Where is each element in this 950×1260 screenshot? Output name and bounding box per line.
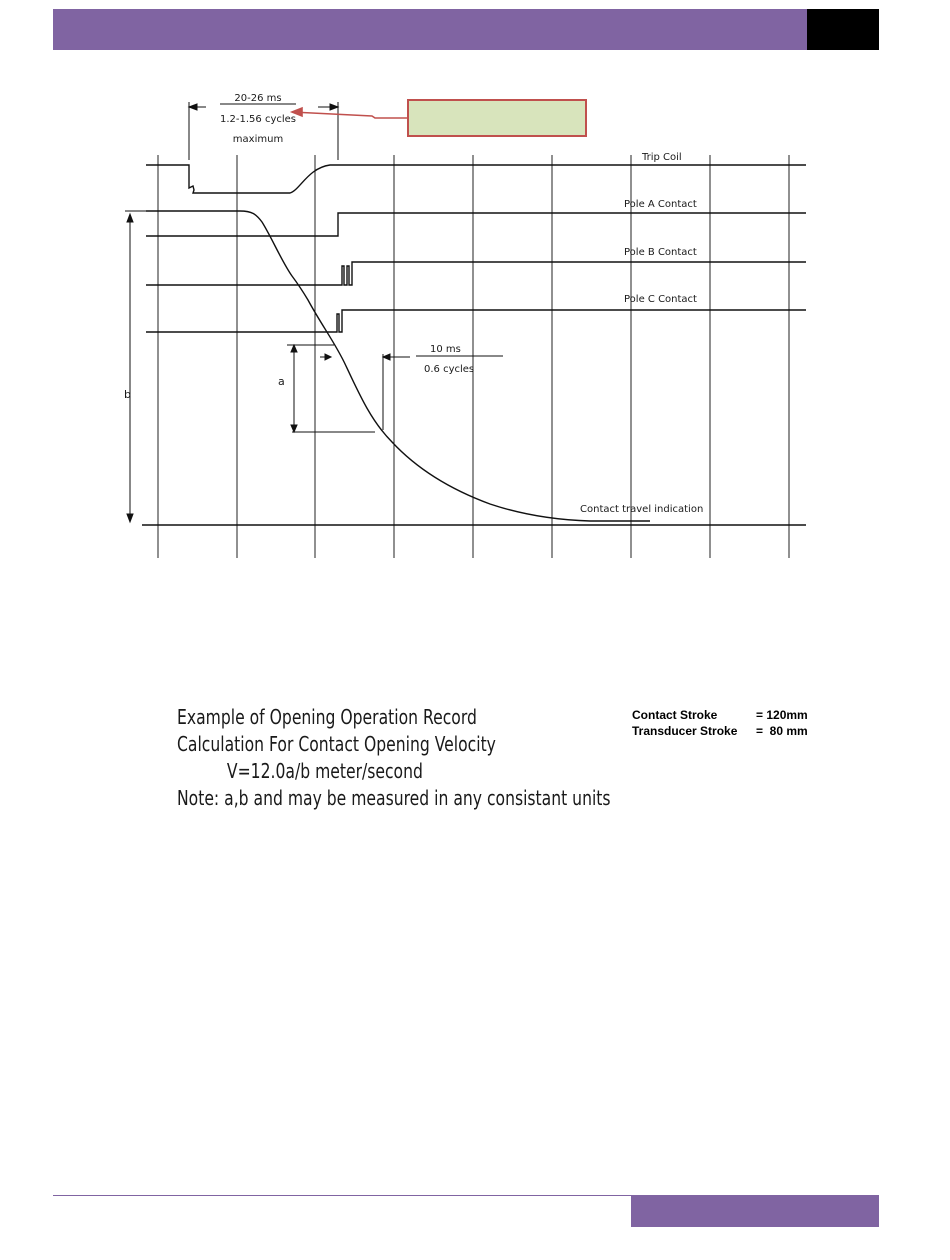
timing-mid-line1: 10 ms (430, 344, 461, 355)
caption-block (177, 704, 611, 812)
spec-row (632, 707, 832, 723)
timing-top-line3: maximum (232, 134, 284, 145)
trace-label-pole-b: Pole B Contact (624, 247, 697, 258)
pole-b-trace (146, 262, 806, 285)
trip-coil-trace (146, 165, 806, 193)
trace-label-pole-c: Pole C Contact (624, 294, 697, 305)
caption-calculation: Calculation For Contact Opening Velocity (177, 732, 496, 756)
caption-formula: V=12.0a/b meter/second (226, 759, 423, 783)
spec-value: = 120mm (756, 708, 808, 722)
pole-a-trace (146, 213, 806, 236)
footer-bar (631, 1196, 879, 1227)
timing-top-line2: 1.2-1.56 cycles (219, 114, 297, 125)
dimension-b-arrow-bottom (127, 514, 133, 522)
timing-mid-line2: 0.6 cycles (424, 364, 475, 375)
trace-label-pole-a: Pole A Contact (624, 199, 697, 210)
callout-arrow (292, 112, 407, 118)
contact-travel-trace (146, 211, 650, 521)
callout-box (407, 99, 587, 137)
spec-label: Contact Stroke (632, 708, 718, 722)
caption-note: Note: a,b and may be measured in any consistant units (177, 786, 611, 810)
pole-c-trace (146, 310, 806, 332)
trace-label-travel: Contact travel indication (580, 504, 704, 515)
caption-title: Example of Opening Operation Record (177, 705, 477, 729)
spec-value: = 80 mm (756, 724, 808, 738)
trace-label-trip-coil: Trip Coil (642, 152, 682, 163)
spec-label: Transducer Stroke (632, 724, 738, 738)
stroke-specs (632, 707, 832, 739)
dimension-b-label: b (124, 388, 131, 401)
dimension-b-arrow-top (127, 214, 133, 222)
spec-row (632, 723, 832, 739)
timing-top-line1: 20-26 ms (234, 93, 282, 104)
dimension-a-label: a (278, 375, 285, 388)
